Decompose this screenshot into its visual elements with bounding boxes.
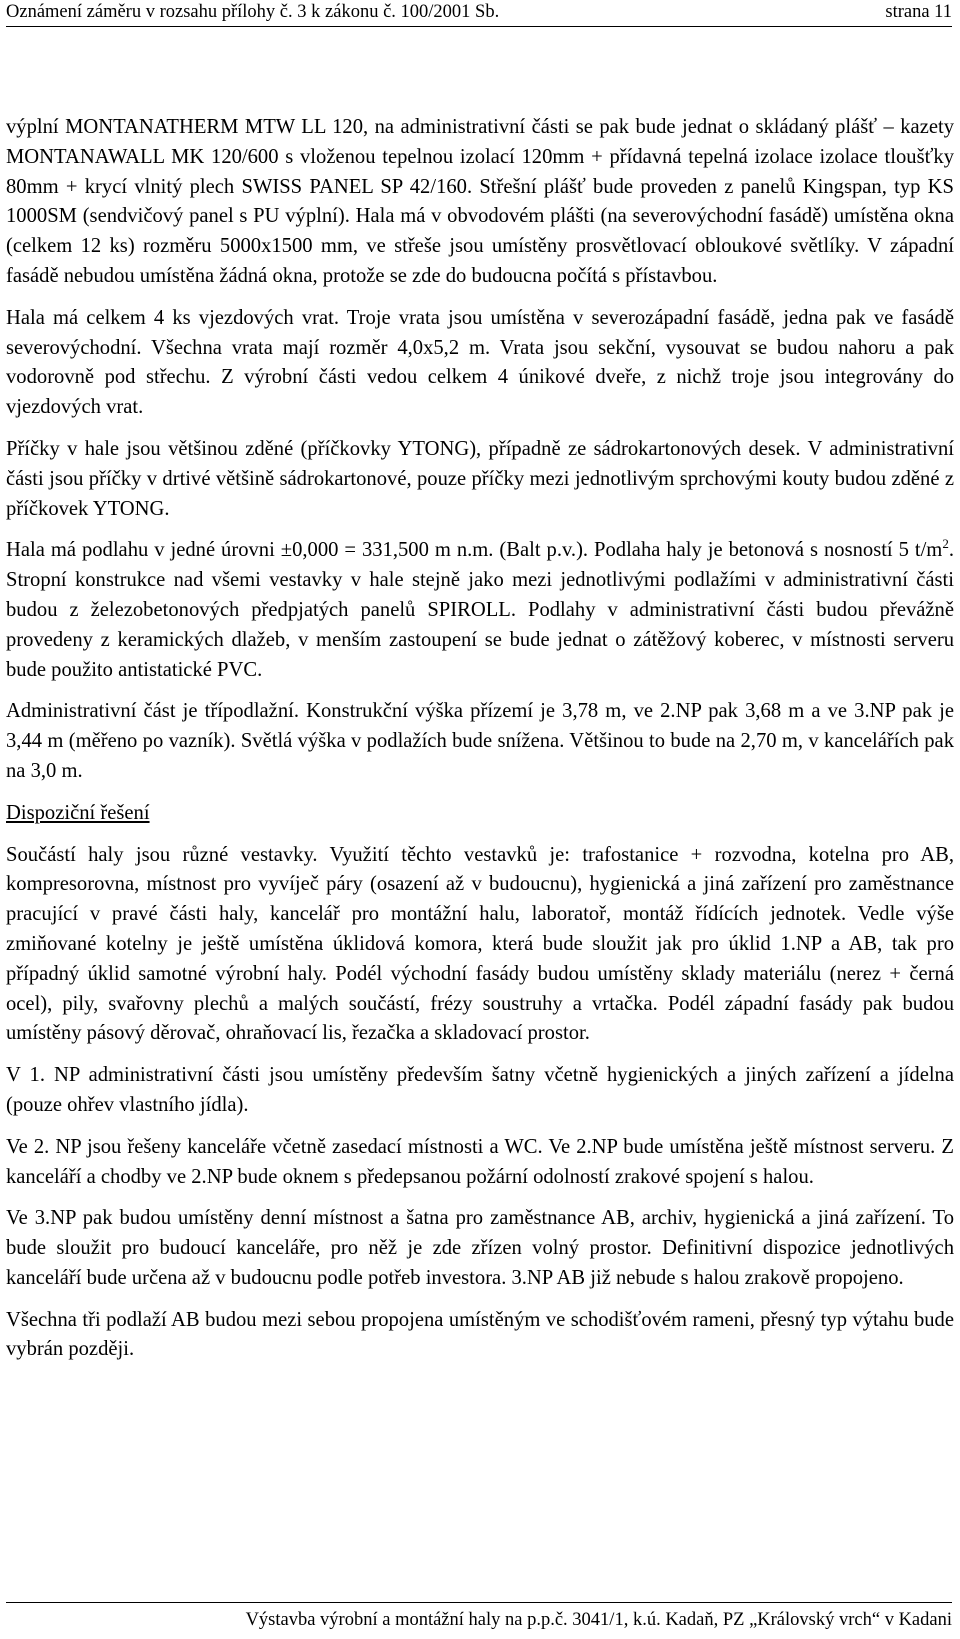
floor-text-end: . Stropní konstrukce nad všemi vestavky v hale stejně jako mezi jednotlivými podlažími v administrativní části budou z železobetonových předpjatých panelů SPIROLL. Podlahy v administrativní části budou převážně provedeny z keramických dlažeb, v menším zastoupení se bude jednat o zátěžový koberec, v místnosti serveru bude použito antistatické PVC.: [6, 539, 954, 681]
paragraph-elevator: Všechna tři podlaží AB budou mezi sebou propojena umístěným ve schodišťovém rameni, přesný typ výtahu bude vybrán později.: [6, 1308, 954, 1361]
floor-text-start: Hala má podlahu v jedné úrovni ±0,000 = 331,500 m n.m. (Balt p.v.). Podlaha haly je betonová s nosností 5 t/m: [6, 539, 943, 562]
paragraph-cladding: výplní MONTANATHERM MTW LL 120, na administrativní části se pak bude jednat o skládaný plášť – kazety MONTANAWALL MK 120/600 s vloženou tepelnou izolací 120mm + přídavná tepelná izolace izolace tloušťky 80mm + krycí vlnitý plech SWISS PANEL SP 42/160. Střešní plášť bude proveden z panelů Kingspan, typ KS 1000SM (sendvičový panel s PU výplní). Hala má v obvodovém plášti (na severovýchodní fasádě) umístěna okna (celkem 12 ks) rozměru 5000x1500 mm, ve střeše jsou umístěny prosvětlovací obloukové světlíky. V západní fasádě nebudou umístěna žádná okna, protože se zde do budoucna počítá s přístavbou.: [6, 116, 954, 287]
section-heading: Dispoziční řešení: [6, 801, 150, 824]
header-title: Oznámení záměru v rozsahu přílohy č. 3 k zákonu č. 100/2001 Sb.: [6, 2, 500, 22]
paragraph-2np: Ve 2. NP jsou řešeny kanceláře včetně zasedací místnosti a WC. Ve 2.NP bude umístěna ještě místnost serveru. Z kanceláří a chodby ve 2.NP bude oknem s předepsanou požární odolností zrakové spojení s halou.: [6, 1135, 954, 1188]
paragraph-partitions: Příčky v hale jsou většinou zděné (příčkovky YTONG), případně ze sádrokartonových desek. V administrativní části jsou příčky v drtivé většině sádrokartonové, pouze příčky mezi jednotlivým sprchovými kouty budou zděné z příčkovek YTONG.: [6, 437, 954, 520]
paragraph-3np: Ve 3.NP pak budou umístěny denní místnost a šatna pro zaměstnance AB, archiv, hygienická a jiná zařízení. To bude sloužit pro budoucí kanceláře, pro něž je zde zřízen volný prostor. Definitivní dispozice jednotlivých kanceláří bude určena až v budoucnu podle potřeb investora. 3.NP AB již nebude s halou zrakově propojeno.: [6, 1207, 954, 1289]
superscript: 2: [942, 536, 949, 552]
paragraph-1np: V 1. NP administrativní části jsou umístěny především šatny včetně hygienických a jiných zařízení a jídelna (pouze ohřev vlastního jídla).: [6, 1064, 954, 1116]
page-header: [6, 0, 952, 27]
page-number: strana 11: [885, 2, 952, 22]
paragraph-admin-heights: Administrativní část je třípodlažní. Konstrukční výška přízemí je 3,78 m, ve 2.NP pak 3,68 m a ve 3.NP pak je 3,44 m (měřeno po vazník). Světlá výška v podlažích bude snížena. Většinou to bude na 2,70 m, v kancelářích pak na 3,0 m.: [6, 700, 954, 782]
page-footer: Výstavba výrobní a montážní haly na p.p.č. 3041/1, k.ú. Kadaň, PZ „Královský vrch“ v Kadani: [6, 1602, 952, 1639]
paragraph-gates: Hala má celkem 4 ks vjezdových vrat. Troje vrata jsou umístěna v severozápadní fasádě, jedna pak ve fasádě severovýchodní. Všechna vrata mají rozměr 4,0x5,2 m. Vrata jsou sekční, vysouvat se budou nahoru a pak vodorovně pod střechu. Z výrobní části vedou celkem 4 únikové dveře, z nichž troje jsou integrovány do vjezdových vrat.: [6, 306, 954, 419]
paragraph-floor: [6, 536, 954, 685]
document-body: [6, 113, 954, 1377]
paragraph-installations: Součástí haly jsou různé vestavky. Využití těchto vestavků je: trafostanice + rozvodna, kotelna pro AB, kompresorovna, místnost pro vyvíječ páry (osazení až v budoucnu), hygienická a jiná zařízení pro zaměstnance pracující v pravé části haly, kancelář pro montážní halu, laboratoř, montáž řídících jednotek. Vedle výše zmiňované kotelny je ještě umístěna úklidová komora, která bude sloužit jak pro úklid 1.NP a AB, tak pro případný úklid samotné výrobní haly. Podél východní fasády budou umístěny sklady materiálu (nerez + černá ocel), pily, svařovny plechů a malých součástí, frézy soustruhy a vrtačka. Podél západní fasády pak budou umístěny pásový děrovač, ohraňovací lis, řezačka a skladovací prostor.: [6, 843, 954, 1045]
